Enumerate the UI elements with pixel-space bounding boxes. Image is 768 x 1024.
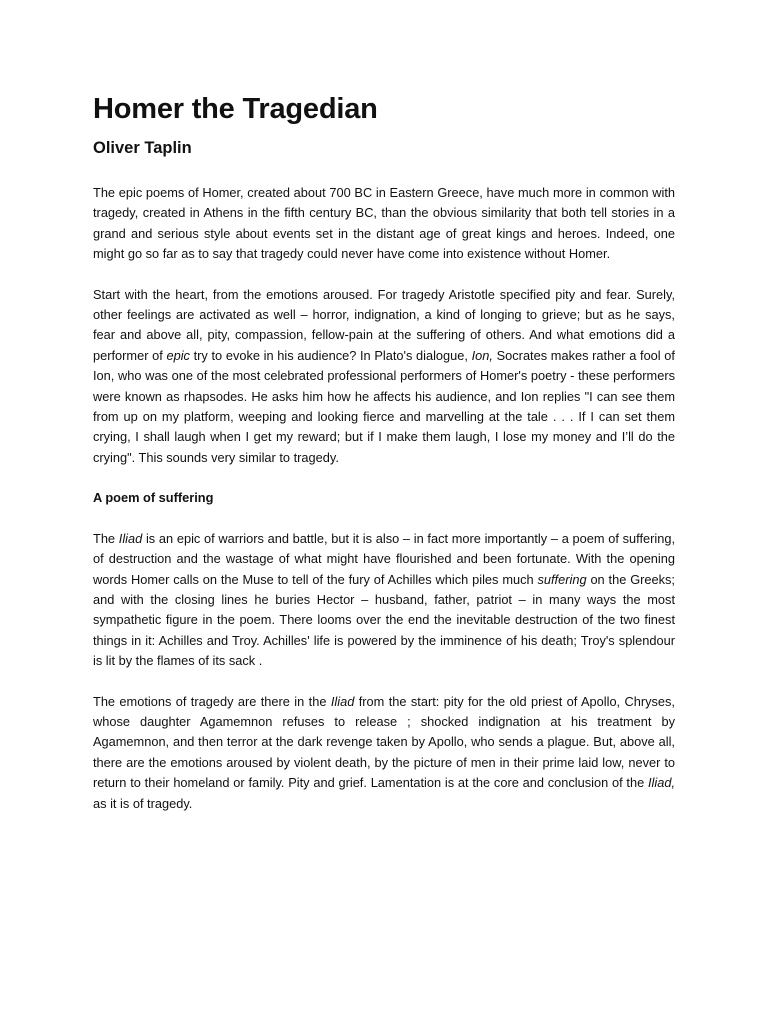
italic-term: Ion, bbox=[471, 347, 493, 363]
paragraph-text: Start with the heart, from the emotions aroused. For tragedy Aristotle specified pity and fear. Surely, other feelings are activated as well – horror, indignation, a kind of longing to grieve; but as he says, fear and above all, pity, compassion, fellow-pain at the suffering of others. And what emotions did a performer of bbox=[93, 286, 675, 363]
italic-term: epic bbox=[166, 347, 190, 363]
document-author: Oliver Taplin bbox=[93, 139, 192, 157]
paragraph-text: Socrates makes rather a fool of Ion, who was one of the most celebrated professional performers of Homer's poetry - these performers were known as rhapsodes. He asks him how he affects his audience, and Ion replies "I can see them from up on my platform, weeping and looking fierce and marvelling at the tale . . . If I can set them crying, I shall laugh when I get my reward; but if I make them laugh, I lose my money and I’ll do the crying". This sounds very similar to tragedy. bbox=[93, 347, 675, 465]
paragraph-text: The emotions of tragedy are there in the bbox=[93, 693, 331, 709]
document-page bbox=[93, 86, 675, 814]
paragraph-emotions bbox=[93, 285, 675, 469]
paragraph-text: try to evoke in his audience? In Plato's dialogue, bbox=[189, 347, 472, 363]
paragraph-text: is an epic of warriors and battle, but it is also – in fact more importantly – a poem of suffering, of destruction and the wastage of what might have flourished and been fortunate. With the opening words Homer calls on the Muse to tell of the fury of Achilles which piles much bbox=[93, 530, 676, 587]
italic-term: Iliad bbox=[118, 530, 143, 546]
italic-term: suffering bbox=[537, 571, 587, 587]
section-heading: A poem of suffering bbox=[93, 490, 214, 506]
paragraph-intro bbox=[93, 183, 675, 265]
paragraph-suffering bbox=[93, 529, 675, 672]
italic-term: Iliad, bbox=[647, 775, 675, 791]
paragraph-tragedy-emotions bbox=[93, 692, 675, 814]
paragraph-text: as it is of tragedy. bbox=[93, 795, 193, 811]
paragraph-intro-text: The epic poems of Homer, created about 700 BC in Eastern Greece, have much more in common with tragedy, created in Athens in the fifth century BC, than the obvious similarity that both tell stories in a grand and serious style about events set in the distant age of great kings and heroes. Indeed, one might go so far as to say that tragedy could never have come into existence without Homer. bbox=[93, 185, 675, 262]
paragraph-text: from the start: pity for the old priest of Apollo, Chryses, whose daughter Agamemnon refuses to release ; shocked indignation at his treatment by Agamemnon, and then terror at the dark revenge taken by Apollo, who sends a plague. But, above all, there are the emotions aroused by violent death, by the picture of men in their prime laid low, never to return to their homeland or family. Pity and grief. Lamentation is at the core and conclusion of the bbox=[93, 693, 675, 791]
document-title: Homer the Tragedian bbox=[93, 93, 378, 125]
italic-term: Iliad bbox=[330, 693, 355, 709]
paragraph-text: The bbox=[93, 530, 119, 546]
paragraph-text: on the Greeks; and with the closing lines he buries Hector – husband, father, patriot – in many ways the most sympathetic figure in the poem. There looms over the end the inevitable destruction of the two finest things in it: Achilles and Troy. Achilles' life is powered by the imminence of his death; Troy's splendour is lit by the flames of its sack . bbox=[93, 571, 675, 669]
